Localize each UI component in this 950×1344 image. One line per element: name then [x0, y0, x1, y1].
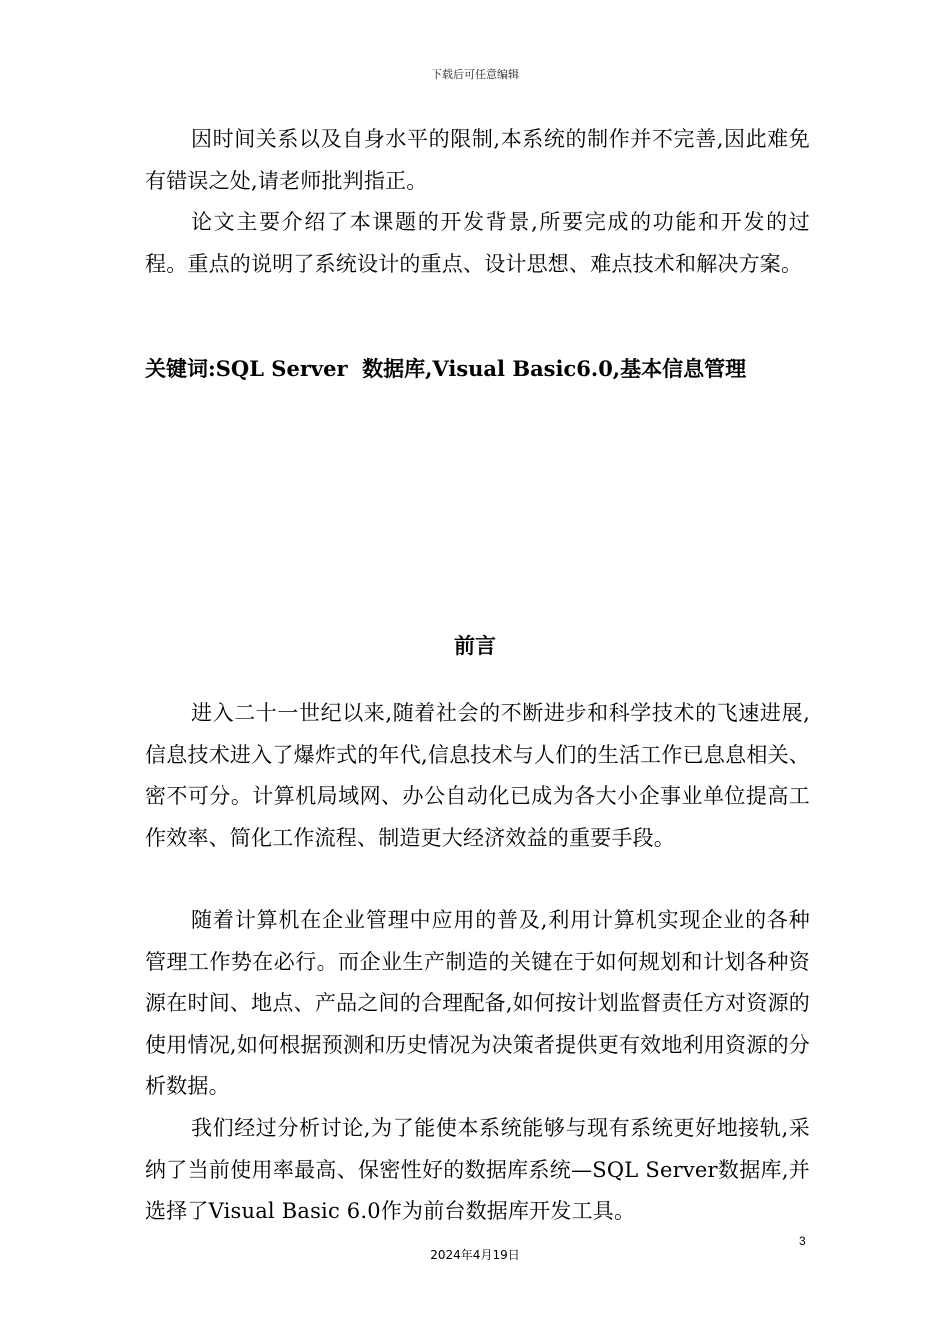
abstract-paragraph-2: 论文主要介绍了本课题的开发背景,所要完成的功能和开发的过程。重点的说明了系统设计的重点、设计思想、难点技术和解决方案。 [145, 210, 810, 276]
abstract-paragraph-1: 因时间关系以及自身水平的限制,本系统的制作并不完善,因此难免有错误之处,请老师批判指正。 [145, 127, 810, 193]
preface-paragraph-3: 我们经过分析讨论,为了能使本系统能够与现有系统更好地接轨,采纳了当前使用率最高、保密性好的数据库系统—SQL Server数据库,并选择了Visual Basic 6.0作为前台数据库开发工具。 [145, 1116, 810, 1223]
keywords-line: 关键词:SQL Server 数据库,Visual Basic6.0,基本信息管理 [145, 356, 747, 381]
preface-heading: 前言 [454, 633, 496, 658]
page-header: 下载后可任意编辑 [431, 68, 519, 81]
preface-paragraph-1: 进入二十一世纪以来,随着社会的不断进步和科学技术的飞速进展,信息技术进入了爆炸式的年代,信息技术与人们的生活工作已息息相关、密不可分。计算机局域网、办公自动化已成为各大小企事业单位提高工作效率、简化工作流程、制造更大经济效益的重要手段。 [145, 701, 810, 850]
page-number: 3 [799, 1234, 806, 1248]
preface-paragraph-2: 随着计算机在企业管理中应用的普及,利用计算机实现企业的各种管理工作势在必行。而企业生产制造的关键在于如何规划和计划各种资源在时间、地点、产品之间的合理配备,如何按计划监督责任方对资源的使用情况,如何根据预测和历史情况为决策者提供更有效地利用资源的分析数据。 [145, 908, 810, 1098]
footer-date: 2024年4月19日 [430, 1248, 520, 1262]
